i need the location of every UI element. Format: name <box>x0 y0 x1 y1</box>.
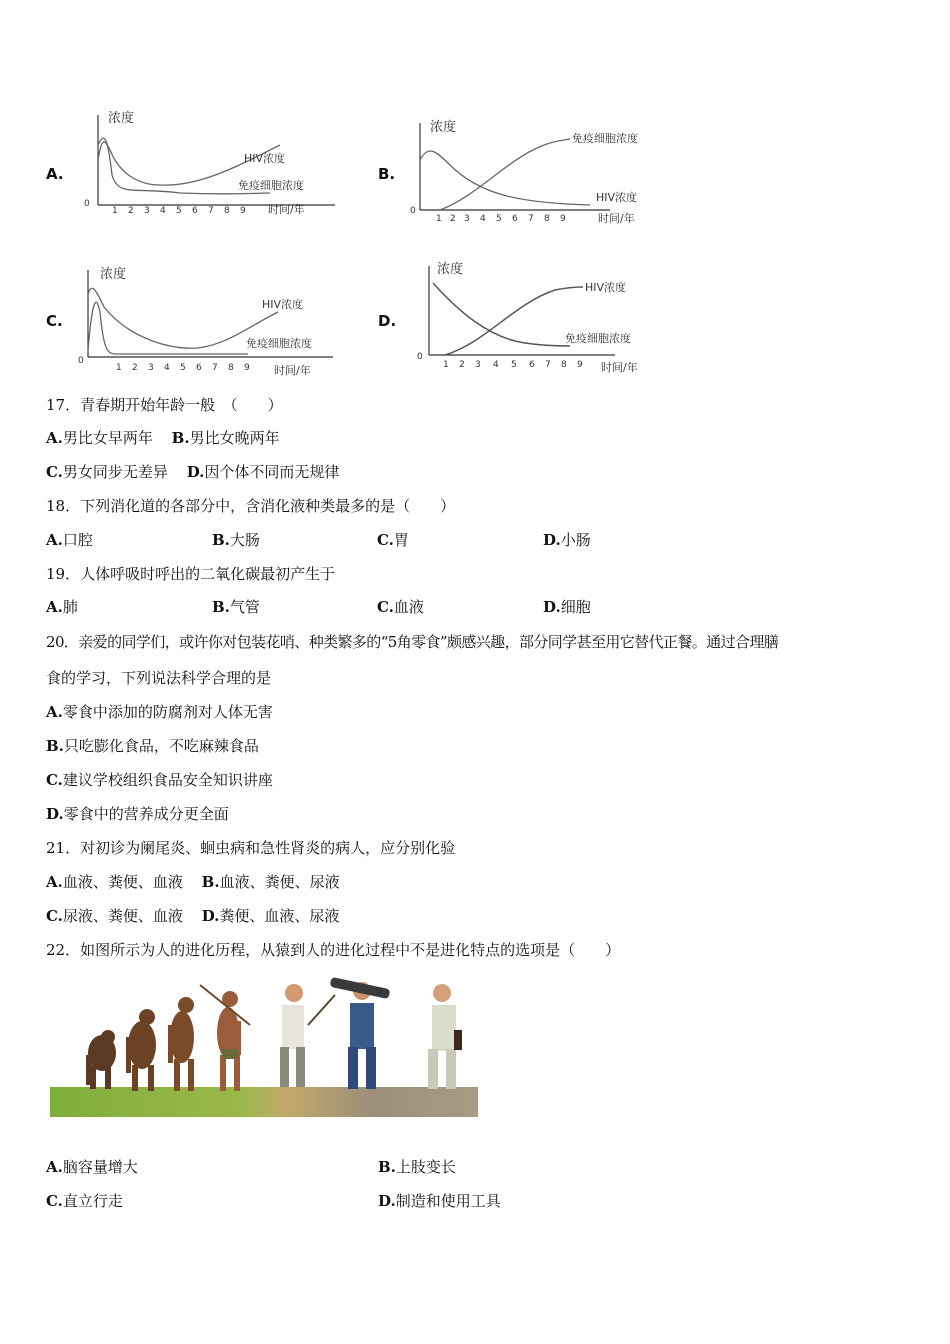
q21-options-cd <box>46 906 339 926</box>
graph-b-immune-curve <box>420 151 590 205</box>
q21-option-a: 血液、粪便、血液 <box>62 873 183 891</box>
q18-a-letter: A. <box>46 531 63 549</box>
q20-stem-line2: 食的学习，下列说法科学合理的是 <box>46 669 272 687</box>
q18-option-b: 大肠 <box>229 531 260 549</box>
graph-a-origin: 0 <box>84 199 90 209</box>
ape-figure-2 <box>126 1009 156 1091</box>
svg-text:2: 2 <box>128 206 134 216</box>
graph-a <box>80 105 340 225</box>
graph-a-xlabel: 时间/年 <box>268 203 305 216</box>
q22-a <box>46 1157 138 1177</box>
graph-d <box>415 258 675 378</box>
q22-option-a: 脑容量增大 <box>62 1158 138 1176</box>
graph-d-immune-label: 免疫细胞浓度 <box>565 332 631 345</box>
q22-d-letter: D. <box>378 1192 396 1210</box>
graph-c <box>78 262 348 382</box>
graph-c-ylabel: 浓度 <box>100 267 127 282</box>
graph-c-xlabel: 时间/年 <box>274 364 311 377</box>
svg-text:1: 1 <box>436 214 442 224</box>
q19-d-letter: D. <box>543 598 561 616</box>
svg-text:5: 5 <box>180 363 186 373</box>
svg-text:1: 1 <box>443 360 449 370</box>
q20-option-d: 零食中的营养成分更全面 <box>63 805 229 823</box>
ground <box>50 1087 478 1117</box>
svg-text:6: 6 <box>512 214 518 224</box>
svg-text:1: 1 <box>116 363 122 373</box>
q21-c-letter: C. <box>46 907 63 925</box>
graph-d-hiv-label: HIV浓度 <box>585 281 627 294</box>
q22-a-letter: A. <box>46 1158 63 1176</box>
q22-c-letter: C. <box>46 1192 63 1210</box>
svg-text:6: 6 <box>196 363 202 373</box>
q17-options-ab <box>46 428 280 448</box>
q20-a <box>46 702 273 722</box>
svg-text:4: 4 <box>493 360 499 370</box>
q19-b-letter: B. <box>212 598 230 616</box>
svg-text:3: 3 <box>475 360 481 370</box>
graph-d-ticks <box>443 360 583 370</box>
q19-a-letter: A. <box>46 598 63 616</box>
q20-b <box>46 736 259 756</box>
q21-d-letter: D. <box>201 907 220 925</box>
q22-d <box>378 1191 501 1211</box>
q21-stem: 21．对初诊为阑尾炎、蛔虫病和急性肾炎的病人，应分别化验 <box>46 839 456 857</box>
svg-text:4: 4 <box>480 214 486 224</box>
graph-c-immune-label: 免疫细胞浓度 <box>246 337 312 350</box>
q20-option-c: 建议学校组织食品安全知识讲座 <box>62 771 273 789</box>
graph-c-ticks <box>116 363 250 373</box>
q20-option-b: 只吃膨化食品，不吃麻辣食品 <box>63 737 259 755</box>
q19-option-a: 肺 <box>62 598 78 616</box>
svg-text:9: 9 <box>244 363 250 373</box>
graph-b-ticks <box>436 214 566 224</box>
hominid-figure-3 <box>168 997 194 1091</box>
q17-option-c: 男女同步无差异 <box>62 463 168 481</box>
svg-text:5: 5 <box>176 206 182 216</box>
q17-option-d: 因个体不同而无规律 <box>204 463 340 481</box>
q19-option-b: 气管 <box>229 598 260 616</box>
svg-text:9: 9 <box>577 360 583 370</box>
graph-d-xlabel: 时间/年 <box>601 361 638 374</box>
graph-b <box>410 115 670 230</box>
svg-text:9: 9 <box>240 206 246 216</box>
q20-option-a: 零食中添加的防腐剂对人体无害 <box>62 703 273 721</box>
q18-stem: 18．下列消化道的各部分中，含消化液种类最多的是（ ） <box>46 497 456 515</box>
q21-options-ab <box>46 872 340 892</box>
q21-option-d: 粪便、血液、尿液 <box>219 907 340 925</box>
svg-text:4: 4 <box>160 206 166 216</box>
q20-d <box>46 804 229 824</box>
graph-d-hiv-curve <box>445 287 583 355</box>
graph-d-origin: 0 <box>417 352 423 362</box>
q19-option-d: 细胞 <box>560 598 591 616</box>
svg-text:2: 2 <box>450 214 456 224</box>
svg-text:6: 6 <box>192 206 198 216</box>
q22-b <box>378 1157 456 1177</box>
option-a-letter: A. <box>46 165 64 183</box>
graph-c-origin: 0 <box>78 356 84 366</box>
graph-a-hiv-label: HIV浓度 <box>244 152 286 165</box>
graph-a-ylabel: 浓度 <box>108 111 135 126</box>
q17-option-b: 男比女晚两年 <box>189 429 280 447</box>
q20-c-letter: C. <box>46 771 63 789</box>
q21-option-b: 血液、粪便、尿液 <box>219 873 340 891</box>
svg-text:7: 7 <box>528 214 534 224</box>
option-b-letter: B. <box>378 165 396 183</box>
human-figure-5 <box>280 984 335 1087</box>
q21-a-letter: A. <box>46 873 63 891</box>
q22-option-c: 直立行走 <box>62 1192 123 1210</box>
q17-stem: 17．青春期开始年龄一般 （ ） <box>46 396 283 414</box>
svg-text:3: 3 <box>144 206 150 216</box>
graph-b-ylabel: 浓度 <box>430 120 457 135</box>
q22-c <box>46 1191 123 1211</box>
q17-options-cd <box>46 462 339 482</box>
svg-text:3: 3 <box>148 363 154 373</box>
q20-stem-line1: 20．亲爱的同学们，或许你对包装花哨、种类繁多的“5角零食”颇感兴趣，部分同学甚至用它替代正餐。通过合理膳 <box>46 633 779 651</box>
svg-text:2: 2 <box>459 360 465 370</box>
svg-text:8: 8 <box>228 363 234 373</box>
q18-option-a: 口腔 <box>62 531 93 549</box>
ape-figure-1 <box>86 1030 116 1089</box>
option-c-letter: C. <box>46 312 63 330</box>
svg-text:4: 4 <box>164 363 170 373</box>
q17-b-letter: B. <box>171 429 190 447</box>
q17-c-letter: C. <box>46 463 63 481</box>
q18-option-d: 小肠 <box>560 531 591 549</box>
svg-text:9: 9 <box>560 214 566 224</box>
svg-text:8: 8 <box>544 214 550 224</box>
q22-option-d: 制造和使用工具 <box>395 1192 501 1210</box>
q17-option-a: 男比女早两年 <box>62 429 153 447</box>
q20-c <box>46 770 273 790</box>
q19-stem: 19．人体呼吸时呼出的二氧化碳最初产生于 <box>46 565 336 583</box>
q18-d-letter: D. <box>543 531 561 549</box>
graph-d-ylabel: 浓度 <box>437 262 464 277</box>
svg-text:5: 5 <box>496 214 502 224</box>
graph-b-hiv-curve <box>440 139 570 210</box>
q19-c-letter: C. <box>377 598 394 616</box>
q17-d-letter: D. <box>186 463 205 481</box>
svg-text:8: 8 <box>561 360 567 370</box>
svg-text:5: 5 <box>511 360 517 370</box>
svg-text:7: 7 <box>208 206 214 216</box>
q22-option-b: 上肢变长 <box>395 1158 456 1176</box>
option-d-letter: D. <box>378 312 397 330</box>
graph-a-ticks <box>112 206 246 216</box>
svg-text:7: 7 <box>545 360 551 370</box>
graph-b-immune-label: 免疫细胞浓度 <box>572 132 638 145</box>
human-figure-7 <box>428 984 462 1089</box>
graph-b-hiv-label: HIV浓度 <box>596 191 638 204</box>
svg-text:8: 8 <box>224 206 230 216</box>
q20-a-letter: A. <box>46 703 63 721</box>
q17-a-letter: A. <box>46 429 63 447</box>
graph-b-xlabel: 时间/年 <box>598 212 635 225</box>
q20-d-letter: D. <box>46 805 64 823</box>
svg-text:1: 1 <box>112 206 118 216</box>
svg-text:3: 3 <box>464 214 470 224</box>
graph-c-hiv-label: HIV浓度 <box>262 298 304 311</box>
graph-c-immune-curve <box>88 302 248 354</box>
hominid-figure-4 <box>200 985 250 1091</box>
human-figure-6 <box>330 977 391 1089</box>
q22-b-letter: B. <box>378 1158 396 1176</box>
svg-text:6: 6 <box>529 360 535 370</box>
q18-b-letter: B. <box>212 531 230 549</box>
q22-stem: 22．如图所示为人的进化历程，从猿到人的进化过程中不是进化特点的选项是（ ） <box>46 941 621 959</box>
q21-b-letter: B. <box>201 873 220 891</box>
svg-text:2: 2 <box>132 363 138 373</box>
q18-option-c: 胃 <box>393 531 409 549</box>
q18-c-letter: C. <box>377 531 394 549</box>
graph-b-origin: 0 <box>410 206 416 216</box>
q21-option-c: 尿液、粪便、血液 <box>62 907 183 925</box>
svg-text:7: 7 <box>212 363 218 373</box>
graph-a-immune-label: 免疫细胞浓度 <box>238 179 304 192</box>
q20-b-letter: B. <box>46 737 64 755</box>
q19-option-c: 血液 <box>393 598 424 616</box>
human-evolution-illustration <box>50 975 480 1120</box>
